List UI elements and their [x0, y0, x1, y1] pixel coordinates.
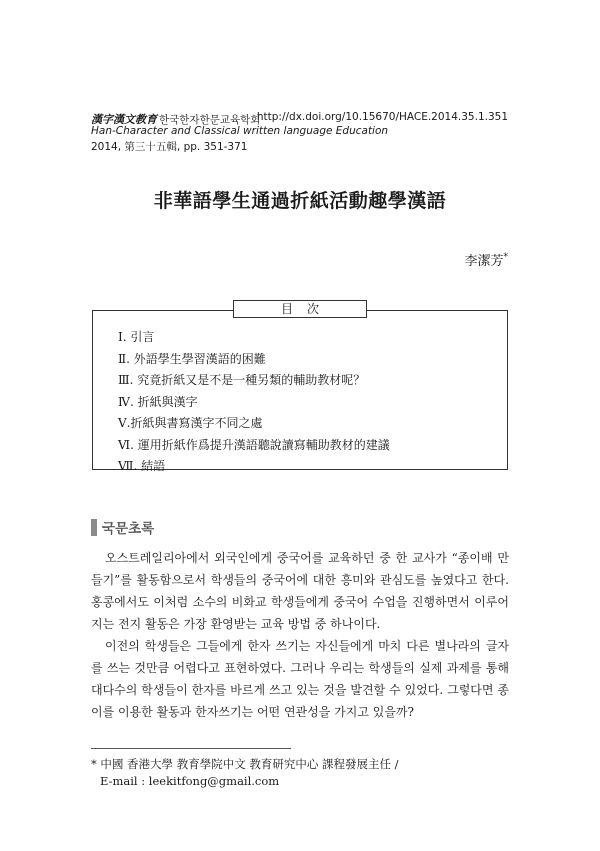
footnote-rule: [91, 748, 291, 749]
heading-bar: [91, 519, 97, 536]
author: [464, 250, 508, 269]
author-footnote-mark: *: [503, 252, 508, 263]
abstract-heading: [91, 518, 154, 536]
volume-info: 2014, 第三十五輯, pp. 351-371: [91, 141, 248, 153]
paper-title: 非華語學生通過折紙活動趣學漢語: [153, 190, 447, 212]
toc-label: 目次: [233, 300, 367, 318]
toc-item: Ⅳ. 折紙與漢字: [118, 394, 198, 409]
footnote-affiliation: * 中國 香港大學 教育學院中文 教育研究中心 課程發展主任 /: [91, 757, 399, 771]
toc-item: Ⅵ. 運用折紙作爲提升漢語聽說讀寫輔助教材的建議: [118, 437, 390, 452]
toc-item: Ⅲ. 究竟折紙又是不是一種另類的輔助教材呢？: [118, 373, 366, 387]
toc-list: [118, 327, 390, 478]
journal-logo: 漢字漢文教育: [91, 113, 157, 126]
toc-item: Ⅴ.折紙與書寫漢字不同之處: [118, 416, 263, 430]
doi-link[interactable]: http://dx.doi.org/10.15670/HACE.2014.35.1.351: [256, 111, 508, 123]
author-name: 李潔芳: [464, 254, 504, 269]
abstract-body: [91, 547, 509, 723]
toc-item: Ⅰ. 引言: [118, 330, 155, 344]
toc-item: Ⅱ. 外語學生學習漢語的困難: [118, 351, 266, 366]
abstract-paragraph: 이전의 학생들은 그들에게 한자 쓰기는 자신들에게 마치 다른 별나라의 글자를 쓰는 것만큼 어렵다고 표현하였다. 그러나 우리는 학생들의 실제 과제를 통해 대다수의 학생들이 한자를 바르게 쓰고 있는 것을 발견할 수 있었다. 그렇다면 종이를 이용한 활동과 한자쓰기는 어떤 연관성을 가지고 있을까?: [91, 639, 509, 719]
footnote-email: E-mail : leekitfong@gmail.com: [100, 774, 280, 788]
abstract-paragraph: 오스트레일리아에서 외국인에게 중국어를 교육하던 중 한 교사가 “종이배 만들기”를 활동함으로서 학생들의 중국어에 대한 흥미와 관심도를 높였다고 한다. 홍콩에서도 이처럼 소수의 비화교 학생들에게 중국어 수업을 진행하면서 이루어지는 전지 활동은 가장 환영받는 교육 방법 중 하나이다.: [91, 551, 509, 631]
journal-name-ko: 한국한자한문교육학회: [159, 114, 261, 126]
journal-name-en: Han-Character and Classical written language Education: [91, 125, 389, 137]
toc-item: Ⅶ. 結語: [118, 459, 166, 473]
abstract-heading-text: 국문초록: [102, 521, 155, 537]
